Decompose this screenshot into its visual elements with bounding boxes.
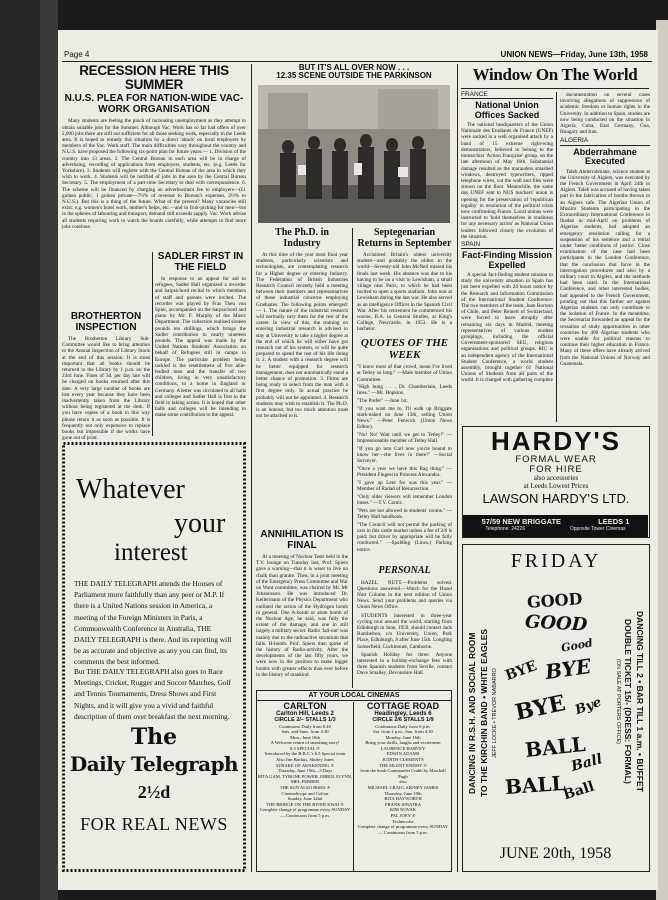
ball-3: BALL — [504, 770, 567, 800]
telegraph-ad — [62, 442, 246, 872]
friday-title: FRIDAY — [510, 550, 602, 572]
personal-item: STUDENTS interested in three-year cycling tour around the world, starting from Edinburgh in June, 1959, should contact Jack Rumbelton, c/o University, Union, Park Place, Edinburgh, 8 after June 15th. Longling Somerfield, Cuckmount, Camborne. — [357, 612, 452, 650]
good-3: Good — [560, 636, 594, 655]
annihilation-body: At a meeting of Nuclear Tests held in the T.V. lounge on Tuesday last, Prof. Spiers gave a warning—that it is wiser to live on chalk than granite. Then, in a joint meeting of the Emergency Press Committee and War on Want committee, was chaired by Mr. Mr Johannsson. He was introduced Dr. Kellermann of the Physics Department who outlined the action of the Hydrogen bomb in general. One A-bomb or atom bomb of the Nuclear Age, he said, was fully the extent of the damage, and one in still largely a military secret. Radio 'fall-out' was mainly due to the radioactive strontium that falls. H-bomb. Prof. Spiers then spoke of the history of Radio-activity. After the developments of the last fifty years, we were now in the position to make bigger bombs with greater effects than ever before in the history of mankind. — [256, 554, 348, 678]
carlton-programme — [257, 735, 353, 819]
carlton-programme-line: STRAKE OF AWAKENING ® — [275, 762, 335, 768]
col-rule — [251, 64, 252, 872]
cottage-programme-line: Bring your thrills, laughs and excitement — [365, 740, 441, 746]
cottage-prices: CIRCLE 2/6 STALLS 1/9 — [372, 716, 434, 723]
quotes-article — [357, 338, 452, 566]
parkinson-photo — [258, 85, 450, 223]
carlton-times: Continuous Daily from 6.40 Sats. and Suns. from 4.30 — [279, 723, 331, 735]
hardys-opposite: Opposite Tower Cinemas — [569, 526, 626, 532]
cottage-programme-line: Thursday, June 19th — [384, 790, 422, 796]
friday-v3: JEFF LOCKE • TREVOR NABARRO — [492, 668, 498, 758]
cottage-programme-line: KIM NOVAK — [389, 807, 417, 813]
france-label: FRANCE — [461, 92, 553, 99]
quote-item: "If you go into Carl now you're bound to know her—she lives in there!" —Social Surveyor. — [357, 446, 452, 465]
fact-body: A special fact-finding student mission to study the university situation in Spain has just been expelled with 24 hours notice by the Research and Information Commission of the International Student Conference. The two members of the team, Juan Borrero of Chile, and Peter Reinert of Switzerland, were forced to leave abruptly after remaining six days in Madrid, meeting representatives of various student groupings, including the official Government-sponsored SEU, religious organisations and political groups. RIC is an independent agency of the International Student Conference, a world student assembly, brought together 61 National Unions of Students from all parts of the world. It is charged with gathering complete — [461, 272, 553, 384]
carlton-programme-line: A Welcome return of smashing story! — [270, 740, 340, 746]
hardys-ad — [462, 426, 650, 538]
recession-headline: RECESSION HERE THIS SUMMER — [79, 63, 229, 93]
telegraph-masthead-the: The — [130, 724, 178, 750]
brotherton-headline: BROTHERTON INSPECTION — [70, 311, 142, 333]
bye-2: BYE — [543, 653, 593, 685]
carlton-programme-line: Also Jim Backus, Shirley Jones — [275, 757, 335, 763]
cottage-programme-line: PAL JOEY ® — [390, 813, 416, 818]
personal-list — [357, 580, 452, 677]
quote-item: "Once a year we have this Rag thing." —President Fingest to Princess Alexandra. — [357, 466, 452, 479]
annihilation-article — [256, 530, 348, 690]
cottage-programme-line: from the book Commander Crabb by Marshall Pugh — [360, 768, 446, 779]
personal-item: Spanish Holiday for three. Anyone interested in a holiday-exchange fees with three Spanish students from Seville, contact Dave Smalley, Devonshire Hall. — [357, 651, 452, 677]
bye-1: BYE — [503, 657, 540, 685]
photo-head-line1: BUT IT'S ALL OVER NOW . . . — [298, 63, 410, 72]
carlton-name: CARLTON — [283, 701, 327, 711]
carlton-address: Carlton Hill, Leeds 2 — [276, 711, 334, 718]
quote-item: "If you want me to, I'll walk up Briggate stark-naked on June 13th, selling Union News." —Peter Fenwick (Union News Editor). — [357, 405, 452, 431]
cottage-name: COTTAGE ROAD — [366, 701, 440, 711]
window-col2-continued: documentation on several cases involving allegations of suppression of academic freedom or human rights in the University. In addition to Spain, studies are now being conducted on the situation in Algeria, Cuba, East Germany, Goa, Hungary and Iran. — [560, 92, 650, 136]
carlton-programme-line: Thursday, June 19th—3 Days — [277, 768, 333, 774]
cinemas-headline: AT YOUR LOCAL CINEMAS — [257, 691, 451, 701]
hardys-telephone: Telephone: 24226 — [485, 526, 526, 532]
photo-caption-head — [256, 64, 452, 81]
binding-shadow — [40, 0, 58, 900]
carlton-programme-line: RITA GAM, TYRONE POWER, ERROL FLYNN, MEL FERRER — [257, 773, 353, 785]
telegraph-ad-body: THE DAILY TELEGRAPH attends the Houses of Parliament more faithfully than any peer or M.P. If there is a United Nations session in America, a meeting of the Foreign Ministers in Paris, a Commonwealth Conference in Australia, THE DAILY TELEGRAPH is there. And its reporting will be as accurate and objective as any you can find, its comments the best informed. — [74, 579, 232, 667]
friday-date: JUNE 20th, 1958 — [499, 845, 612, 863]
window-headline: Window On The World — [472, 65, 638, 84]
cinemas-ad — [256, 690, 452, 872]
phd-body: At this time of the year most final year students, particularly scientists and technologists, are contemplating research for a Higher degree or entering Industry. The Federation of British Industries Research Council recently held a meeting between their members and representatives of those industrial concerns employing Graduates. The following points emerged:— 1. The nature of the industrial research will normally vary them for the rest of the career. In view of this, the training on entering industrial research is advised to stay at University to take a higher degree at the end of which he will either have got research out of his system, or will be quite prepared to spend the rest of his life doing it. 2. A student with a research degree will be better equipped for research management, does not automatically stand a better chance of promotion. 3. Firms are being ready to select from the man with a first degree only. In actual practice he probably will not be appointed. 4. Research students may wish to establish it. The Ph.D. is an honour, but too much attention must not be attached to it. — [256, 252, 348, 420]
quote-item: "No! No! Wait until we get to Tetley!" —Impressionable member of Tetley Hall. — [357, 432, 452, 445]
cottage-programme-line: THE SILENT ENEMY ® — [379, 762, 427, 768]
personal-item: HAZEL NUTT.—Problems solved. Questions answered.—Watch for the Hazel Nutt Column in the next edition of Union News. Send your problems and queries via Union News Office. — [357, 579, 452, 611]
carlton-prices: CIRCLE 2/– STALLS 1/3 — [274, 716, 336, 723]
col-rule — [556, 92, 557, 422]
carlton-programme-line: 6.5 SPECIAL ® — [290, 745, 320, 751]
window-rule — [461, 88, 649, 89]
cottage-programme-line: JUDITH CLEMENTS — [382, 757, 424, 763]
friday-v4: DANCING TILL 2 • BAR TILL 1 a.m. • BUFFET — [635, 610, 645, 792]
telegraph-tagline: FOR REAL NEWS — [80, 814, 228, 834]
annihilation-headline: ANNIHILATION IS FINAL — [260, 529, 344, 551]
ball-4: Ball — [561, 778, 597, 804]
carlton-programme-line: Sunday, June 22nd — [287, 796, 323, 802]
abder-body: Taleb Abderrahmane, science student at the University of Algiers, was executed by the French Government in April 24th in Algiers. Taleb was accused of having taken part in the fabrication of bombs thrown in an Algiers cafe. The Algerian Union of Muslim Students participating in the Extraordinary International Conference in Ibadan in mid-April on problems of Algerian students, had adopted an emergency resolution calling for a suspension of his sentence and a retrial under 'better conditions of justice'. Close examination of the case had been participants in the London Conference, that the conclusion that force in the interrogation procedures and also by a military court in Algiers, and the methods had been used. In the International Conference, and other interested bodies, had appealed to the French Government, pointing out that this further act against Algerian students can only contribute to the isolation of France. In the meantime, the Secretariat forwarded an appeal for the cessation of study opportunities in other countries for 400 Algerian students who were unable for political reasons to continue their higher education in France. Many of these offers have already arrived from the National Unions of Norway and Guatemala. — [560, 168, 650, 367]
quote-item: "Pets are not allowed in students' rooms." —Tetley Hall handbook. — [357, 507, 452, 521]
septegenarian-article — [357, 228, 452, 334]
personal-article — [357, 566, 452, 688]
telegraph-price: 2½d — [137, 782, 171, 802]
personal-headline: PERSONAL — [378, 565, 431, 576]
hardys-address-bar — [463, 515, 648, 537]
issue-line: UNION NEWS—Friday, June 13th, 1958 — [500, 50, 648, 59]
telegraph-ad-body2: But THE DAILY TELEGRAPH also goes to Race Meetings, Cricket, Rugger and Soccer Matches, Golf and Tennis Tournaments, Dress Shows and First Nights, and it will give you a vivid and faithful description of them over breakfast the next morning. — [74, 667, 232, 721]
window-col2 — [560, 92, 650, 422]
friday-v1: DANCING IN R.S.H. AND SOCIAL ROOM — [467, 632, 477, 794]
cottage-address: Headingley, Leeds 6 — [374, 711, 432, 718]
friday-v5: DOUBLE TICKET 15/- (DRESS: FORMAL) — [623, 618, 633, 784]
brotherton-body: The Brotherton Library Sub-Committee would like to bring attention to the Annual Inspection of Library Stock at the end of this session. It is most important that all books should be returned to the Library by 1 p.m. on the 23rd June. Fines of 3d. per day late will be charged on books returned after this date. A very large number of books are lost every year because they have been inadvertently taken from the Library without being registered at the desk. If you have copies of a book in this way please return it as soon as possible. It is frequently not only expensive to replace books but impossible if the works have gone out of print. — [62, 336, 150, 442]
ball-1: BALL — [523, 731, 587, 763]
sadler-body: In response to an appeal for aid to refugees, Sadler Hall organized a recorder and harpsichord recital to which members of staff and parents were invited. The recorder was played by Fras Theu von Spier, accompanied on the harpsichord and piano by Mr. F. Murphy of the Music Department. The collection realised sixteen pounds ten shillings, which brings the Sadler contribution to nearly nineteen pounds. The appeal was made by the United Nations Students' Association on behalf of Refugees still in camps in Europe. The particular problem being tackled is the resettlement of five able-bodied men and the transfer of two children, living in very unsatisfactory conditions, to a home in England or Germany. A letter was circulated to all halls and colleges and Sadler Hall is first in the field in taking action. It is hoped that other halls and colleges will be intending to make some contribution to the appeal. — [155, 276, 246, 419]
hardys-line1: FORMAL WEAR — [515, 454, 597, 466]
cottage-programme-line: Complete change of programme every SUNDAY — Continuous from 5 p.m. — [357, 824, 449, 835]
carlton-cinema — [257, 702, 354, 872]
cottage-programme-line: RITA HAYWORTH — [384, 796, 422, 802]
telegraph-ad-line3: interest — [114, 539, 188, 566]
cottage-programme-line: MICHAEL CRAIG, SIDNEY JAMES — [367, 785, 439, 791]
cottage-programme-line: Monday, June 16th — [385, 734, 421, 740]
cottage-times: Continuous Daily from 6 p.m. Sat. from 2 p.m., Sun. from 4.30 — [373, 723, 433, 735]
telegraph-ad-line2: your — [174, 508, 226, 539]
col-rule — [352, 228, 353, 688]
phd-article — [256, 228, 348, 528]
good-1: GOOD — [526, 589, 584, 612]
hardys-line2: FOR HIRE — [529, 464, 583, 476]
algeria-label: ALGERIA — [560, 138, 650, 145]
septegenarian-headline: Septegenarian Returns in September — [357, 227, 452, 249]
crowd-photo-art — [258, 85, 450, 223]
spain-label: SPAIN — [461, 242, 553, 249]
ball-2: Ball — [569, 751, 605, 775]
telegraph-masthead: Daily Telegraph — [69, 752, 239, 776]
quotes-headline: QUOTES OF THE WEEK — [360, 337, 449, 361]
hardys-address1: 57/59 NEW BRIGGATE — [481, 517, 562, 526]
sadler-article — [155, 252, 246, 436]
recession-body: Many students are feeling the pinch of increasing unemployment as they attempt to obtain suitable jobs for the Summer. Although Vac. Work has so far had offers of over 2,000 jobs there are still not sufficient for all those seeking work, especially in the Leeds area. It is hoped to remedy this situation by a direct 'attack' on local employers by members of the Vac. Work staff. The main difficulties vary throughout the country and N.U.S. have proposed the following six-point plan for future years:— 1. Division of the country into 13 areas. 2. The Central Bureau in each area will be in charge of advertising, recording of applications from employers, students, etc. (e.g. Leeds for Yorkshire). 3. Students will register with the Central Bureau of the area in which they wish to work. 4. Students will be notified of jobs in the area by the Central Bureau Secretary. 5. The employment of a part-time Secretary to deal with correspondence. 6. The scheme will be financed by charging an advertisement fee to employers—(£1 guinea public, 1 guinea private—7½% of revenue to Bureau's expenses, 2½% to N.U.S.). But this is a thing of the future. What of the present? Many vacancies still exist: e.g. women's hotel work, mother's helps, etc.—and in fruit-picking for men—but in the spheres of labouring and transport, demand still exceeds supply. Vac. Work advise all students requiring work to watch the boards carefully, while attempts to find more jobs continue. — [62, 118, 246, 230]
cottage-programme-line: FRANK SINATRA — [384, 801, 422, 807]
page-header — [58, 48, 658, 62]
recession-subhead: N.U.S. PLEA FOR NATION-WIDE VAC-WORK ORGANISATION — [64, 93, 244, 115]
friday-ball-ad — [462, 544, 650, 872]
abder-headline: Abderrahmane Executed — [573, 146, 637, 167]
good-2: GOOD — [524, 611, 588, 636]
col-rule — [457, 64, 458, 872]
quote-item: "I gave up Lent for was this year." —Member of Radad of Resurrection. — [357, 480, 452, 493]
friday-v2: TO THE KIRCHIN BAND • WHITE EAGLES — [479, 628, 489, 798]
brotherton-article — [62, 311, 150, 442]
carlton-programme-line: Introduced by the B.B.C.'s 6.5 Special team — [264, 751, 346, 757]
quote-item: "The Prefer" —June 1st. — [357, 398, 408, 405]
carlton-programme-line: Complete change of programme every SUNDAY — Continuous from 5 p.m. — [259, 807, 351, 818]
cottage-programme — [355, 735, 451, 836]
photo-head-line2: 12.35 SCENE OUTSIDE THE PARKINSON — [276, 71, 432, 81]
sadler-headline: SADLER FIRST IN THE FIELD — [157, 251, 244, 273]
quote-item: "High hung . . . Dr. Chamberlain, Leeds lines." —Mr. Hopkins. — [357, 384, 452, 397]
friday-v6: (ON SALE AT PORTERS OFFICE) — [615, 658, 621, 744]
cottage-programme-line: also — [399, 779, 407, 785]
carlton-programme-line: CinemaScope and Colour — [281, 790, 329, 796]
cottage-programme-line: Technicolor — [392, 818, 414, 824]
septegenarian-body: Acclaimed Britain's oldest university student—and probably the oldest in the world—Seventy-old John McNeil missed his finals last week. His absence was due to his having to be on a visit to Lewisham, a small village near Paris, to which he had been invited to open a sports stadium. John was at Lewisham during the last war. He also served as an intelligence Officer in the Spanish Civil War. After his retirement he commenced his course, B.A. in General Studies, at King's College, Newcastle, in 1953. He is a bachelor. — [357, 252, 452, 333]
natunion-body: The national headquarters of the Union Nationale des Etudiants de France (UNEF) were sacked in a well organised attack by a band of 15 extreme right-wing demonstrators, believed to belong to the monarchist 'Action Française' group, on the late afternoon of May 16th. Substantial damage resulted as the marauders smashed windows, destroyed typewriters, ripped telephone wires, cut the wall and files were strewn on the floor. Meanwhile, the same day UNEF sent to NUS teachers' union is opening for the preservation of 'republican legality' in resolution of the political crisis now confronting France. Local unions were instructed to 'hold themselves in readiness for any necessary action' as National Union leaders followed closely the evolution of the situation. — [461, 122, 553, 240]
cottage-cinema — [355, 702, 451, 872]
quotes-list — [357, 364, 452, 553]
carlton-programme-line: THE SUN ALSO RISES ® — [279, 785, 331, 791]
hardys-address2: LEEDS 1 — [598, 517, 630, 526]
quote-item: "I know most of that crowd, mean I've lived at Tetley so long." —Male member of Union Committee. — [357, 364, 452, 383]
header-rule — [62, 61, 652, 62]
newspaper-page — [58, 30, 658, 890]
telegraph-ad-line1: Whatever — [76, 474, 185, 505]
quote-item: "Only older viewers will remember London buses." —T.V. Comic. — [357, 493, 452, 507]
phd-headline: The Ph.D. in Industry — [275, 227, 329, 249]
good-bye-ball-lettering — [505, 587, 605, 837]
hardys-name: HARDY'S — [491, 426, 621, 456]
bye-3: BYE — [512, 690, 568, 726]
quote-item: "The Council will not permit the parking of cars in this cattle market unless a fee of 2/6 is paid; but driver by appropriate will be fully conducted." —Spalding (Lincs.) Parking notice. — [357, 521, 452, 553]
cottage-programme-line: LAURENCE HARVEY — [380, 745, 426, 751]
hardys-line3: also accessories — [533, 474, 579, 483]
bye-4: Bye — [573, 694, 604, 719]
natunion-headline: National Union Offices Sacked — [474, 100, 540, 120]
page-number: Page 4 — [64, 50, 90, 59]
carlton-programme-line: Mon., June 16th — [290, 734, 320, 740]
fact-headline: Fact-Finding Mission Expelled — [462, 250, 552, 270]
carlton-programme-line: THE BRIDGE ON THE RIVER KWAI ® — [266, 801, 344, 807]
hardys-line4: at Leeds Lowest Prices — [523, 481, 589, 490]
hardys-company: LAWSON HARDY'S LTD. — [482, 490, 630, 506]
cottage-programme-line: EDWIN ADAMS — [386, 751, 420, 757]
window-col1 — [461, 92, 553, 422]
col-rule — [152, 252, 153, 436]
